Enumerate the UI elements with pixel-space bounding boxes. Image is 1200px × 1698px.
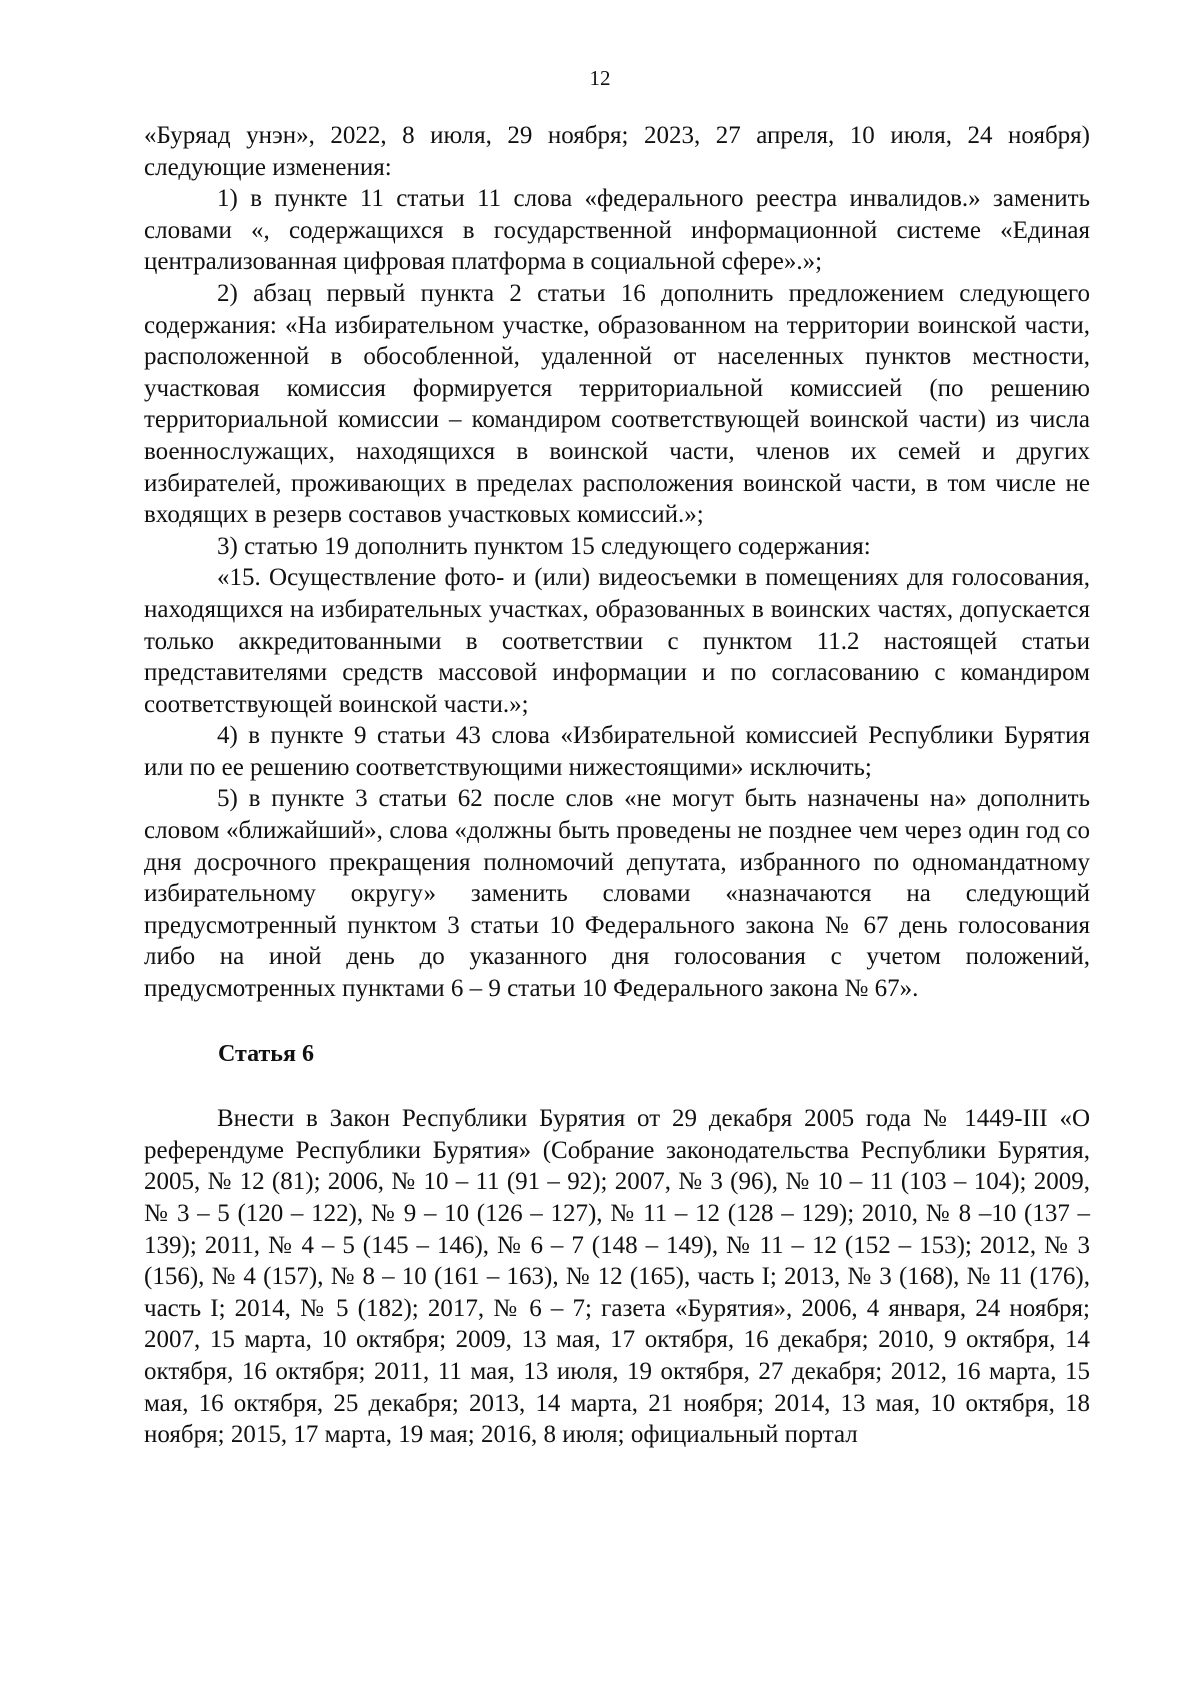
- amendment-item-3-text: «15. Осуществление фото- и (или) видеосъемки в помещениях для голосования, находящихся на избирательных участках, образованных в воинских частях, допускается только аккредитованными в соответствии с пунктом 11.2 настоящей статьи представителями средств массовой информации и по согласованию с командиром соответствующей воинской части.»;: [144, 564, 1090, 718]
- amendment-item-3: 3) статью 19 дополнить пунктом 15 следующего содержания:: [217, 532, 871, 560]
- amendment-item-2: 2) абзац первый пункта 2 статьи 16 дополнить предложением следующего содержания: «На избирательном участке, образованном на территории воинской части, расположенной в обособленной, удаленной от населенных пунктов местности, участковая комиссия формируется территориальной комиссией (по решению территориальной комиссии – командиром соответствующей воинской части) из числа военнослужащих, находящихся в воинской части, членов их семей и других избирателей, проживающих в пределах расположения воинской части, в том числе не входящих в резерв составов участковых комиссий.»;: [144, 279, 1090, 529]
- article-heading: Статья 6: [218, 1040, 314, 1067]
- article-6-paragraph: Внести в Закон Республики Бурятия от 29 декабря 2005 года № 1449-III «О референдуме Республики Бурятия» (Собрание законодательства Республики Бурятия, 2005, № 12 (81); 2006, № 10 – 11 (91 – 92); 2007, № 3 (96), № 10 – 11 (103 – 104); 2009, № 3 – 5 (120 – 122), № 9 – 10 (126 – 127), № 11 – 12 (128 – 129); 2010, № 8 –10 (137 – 139); 2011, № 4 – 5 (145 – 146), № 6 – 7 (148 – 149), № 11 – 12 (152 – 153); 2012, № 3 (156), № 4 (157), № 8 – 10 (161 – 163), № 12 (165), часть I; 2013, № 3 (168), № 11 (176), часть I; 2014, № 5 (182); 2017, № 6 – 7; газета «Бурятия», 2006, 4 января, 24 ноября; 2007, 15 марта, 10 октября; 2009, 13 мая, 17 октября, 16 декабря; 2010, 9 октября, 14 октября, 16 октября; 2011, 11 мая, 13 июля, 19 октября, 27 декабря; 2012, 16 марта, 15 мая, 16 октября, 25 декабря; 2013, 14 марта, 21 ноября; 2014, 13 мая, 10 октября, 18 ноября; 2015, 17 марта, 19 мая; 2016, 8 июля; официальный портал: [144, 1105, 1090, 1449]
- amendment-item-1: 1) в пункте 11 статьи 11 слова «федерального реестра инвалидов.» заменить словами «, содержащихся в государственной информационной системе «Единая централизованная цифровая платформа в социальной сфере».»;: [144, 185, 1090, 276]
- amendment-item-4: 4) в пункте 9 статьи 43 слова «Избирательной комиссией Республики Бурятия или по ее решению соответствующими нижестоящими» исключить;: [144, 722, 1090, 781]
- paragraph-continuation: «Буряад унэн», 2022, 8 июля, 29 ноября; 2023, 27 апреля, 10 июля, 24 ноября) следующие изменения:: [144, 122, 1090, 181]
- document-body: [144, 120, 1090, 1451]
- amendment-item-5: 5) в пункте 3 статьи 62 после слов «не могут быть назначены на» дополнить словом «ближайший», слова «должны быть проведены не позднее чем через один год со дня досрочного прекращения полномочий депутата, избранного по одномандатному избирательному округу» заменить словами «назначаются на следующий предусмотренный пунктом 3 статьи 10 Федерального закона № 67 день голосования либо на иной день до указанного дня голосования с учетом положений, предусмотренных пунктами 6 – 9 статьи 10 Федерального закона № 67».: [144, 785, 1090, 1003]
- page-number: 12: [589, 66, 611, 90]
